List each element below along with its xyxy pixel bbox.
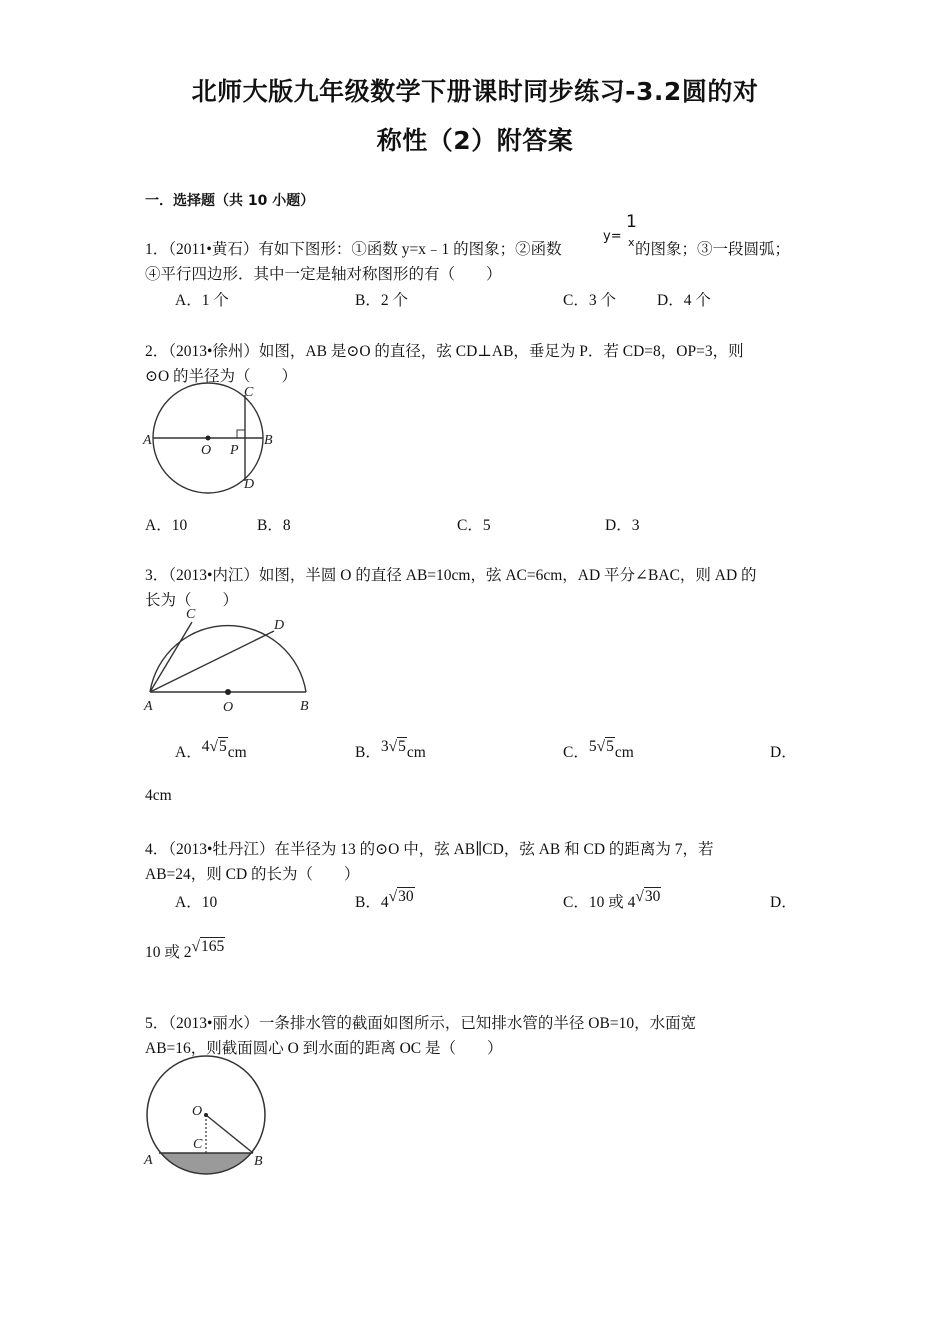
- q4-option-c: [563, 890, 661, 912]
- q2-label-b: B: [264, 433, 273, 448]
- sqrt-icon: √: [388, 888, 398, 905]
- q5-stem-line1: 5．（2013•丽水）一条排水管的截面如图所示，已知排水管的半径 OB=10，水面宽: [145, 1015, 697, 1032]
- q5-radius-ob: [206, 1115, 253, 1153]
- q4-stem-line1: 4．（2013•牡丹江）在半径为 13 的⊙O 中，弦 AB∥CD，弦 AB 和 CD 的距离为 7，若: [145, 841, 714, 858]
- q2-label-c: C: [244, 385, 254, 400]
- q1-stem-part2: 的图象；③一段圆弧；: [635, 241, 791, 258]
- q3-option-c-radicand: 5: [606, 738, 614, 755]
- q3-option-d-value: 4cm: [145, 787, 172, 804]
- q5-stem-line2: AB=16，则截面圆心 O 到水面的距离 OC 是（ ）: [145, 1040, 503, 1057]
- q3-label-b: B: [300, 699, 309, 714]
- q3-option-b-coef: 3: [380, 738, 389, 755]
- q3-label-o: O: [223, 700, 234, 715]
- q1-option-c: C．3 个: [563, 292, 616, 309]
- q3-center-dot: [225, 689, 231, 695]
- q2-center-dot: [206, 436, 211, 441]
- q5-label-c: C: [193, 1137, 203, 1152]
- q2-option-a: A．10: [145, 517, 188, 534]
- q3-option-b: [355, 740, 426, 762]
- q3-option-b-radicand: 5: [398, 738, 406, 755]
- page-title-line1: 北师大版九年级数学下册课时同步练习-3.2圆的对: [191, 77, 759, 106]
- sqrt-icon: √: [191, 938, 201, 955]
- q1-fraction-numerator: 1: [626, 212, 637, 232]
- q1-fraction-denominator: x: [628, 236, 635, 249]
- sqrt-icon: √: [209, 738, 218, 755]
- q4-option-b: [355, 890, 415, 912]
- q3-option-b-unit: cm: [406, 744, 426, 761]
- q2-label-a: A: [143, 433, 152, 448]
- q5-center-dot: [204, 1113, 208, 1117]
- q2-stem-line2: ⊙O 的半径为（ ）: [145, 368, 298, 385]
- q1-fraction-prefix: y=: [603, 229, 622, 244]
- section-heading: 一．选择题（共 10 小题）: [145, 193, 315, 209]
- q1-option-a: A．1 个: [175, 292, 229, 309]
- q5-label-b: B: [254, 1154, 263, 1169]
- q3-label-d: D: [274, 618, 285, 633]
- q3-semicircle: [150, 626, 306, 692]
- q3-stem-line1: 3．（2013•内江）如图，半圆 O 的直径 AB=10cm，弦 AC=6cm，AD 平分∠BAC，则 AD 的: [145, 567, 757, 584]
- q3-option-a-coef: 4: [201, 738, 210, 755]
- q4-option-c-radicand: 30: [644, 888, 661, 905]
- q3-figure: [140, 600, 320, 718]
- q1-stem-line2: ④平行四边形．其中一定是轴对称图形的有（ ）: [145, 266, 502, 283]
- q5-label-a: A: [144, 1153, 153, 1168]
- q3-option-a-radicand: 5: [218, 738, 227, 755]
- q4-option-c-prefix: C．10 或 4: [563, 894, 636, 911]
- q1-option-d: D．4 个: [657, 292, 711, 309]
- q3-option-a: [175, 740, 247, 762]
- q3-option-c-prefix: C．: [563, 744, 589, 761]
- q4-stem-line2: AB=24，则 CD 的长为（ ）: [145, 866, 360, 883]
- q4-option-d-prefix: D．: [770, 894, 797, 911]
- q2-figure: [140, 378, 280, 498]
- q2-stem-line1: 2．（2013•徐州）如图，AB 是⊙O 的直径，弦 CD⊥AB，垂足为 P．若 CD=8，OP=3，则: [145, 343, 744, 360]
- q4-option-d-value-prefix: 10 或 2: [145, 944, 192, 961]
- q2-label-o: O: [201, 443, 212, 458]
- page-title-line2: 称性（2）附答案: [376, 126, 574, 155]
- q3-stem-line2: 长为（ ）: [145, 592, 239, 609]
- q2-option-b: B．8: [257, 517, 291, 534]
- q3-option-d-prefix: D．: [770, 744, 797, 761]
- q3-option-a-unit: cm: [227, 744, 247, 761]
- q4-option-b-prefix: B．4: [355, 894, 389, 911]
- q3-label-a: A: [144, 699, 153, 714]
- q4-option-b-radicand: 30: [398, 888, 414, 905]
- q2-right-angle-mark: [237, 430, 245, 438]
- q2-option-d: D．3: [605, 517, 640, 534]
- q5-figure: [140, 1053, 280, 1178]
- sqrt-icon: √: [388, 738, 398, 755]
- q4-option-d-value: [145, 940, 225, 962]
- q1-stem-part1: 1．（2011•黄石）有如下图形：①函数 y=x﹣1 的图象；②函数: [145, 241, 562, 258]
- q4-option-d-radicand: 165: [201, 938, 225, 955]
- q4-option-a: A．10: [175, 894, 218, 911]
- q2-label-d: D: [244, 477, 255, 492]
- q3-option-c: [563, 740, 634, 762]
- sqrt-icon: √: [635, 888, 644, 905]
- q3-label-c: C: [186, 607, 196, 622]
- q3-option-b-prefix: B．: [355, 744, 381, 761]
- sqrt-icon: √: [596, 738, 606, 755]
- q3-option-c-coef: 5: [588, 738, 597, 755]
- q5-label-o: O: [192, 1104, 203, 1119]
- q1-option-b: B．2 个: [355, 292, 408, 309]
- q3-option-a-prefix: A．: [175, 744, 202, 761]
- q3-option-c-unit: cm: [614, 744, 634, 761]
- q2-option-c: C．5: [457, 517, 491, 534]
- q2-label-p: P: [230, 443, 239, 458]
